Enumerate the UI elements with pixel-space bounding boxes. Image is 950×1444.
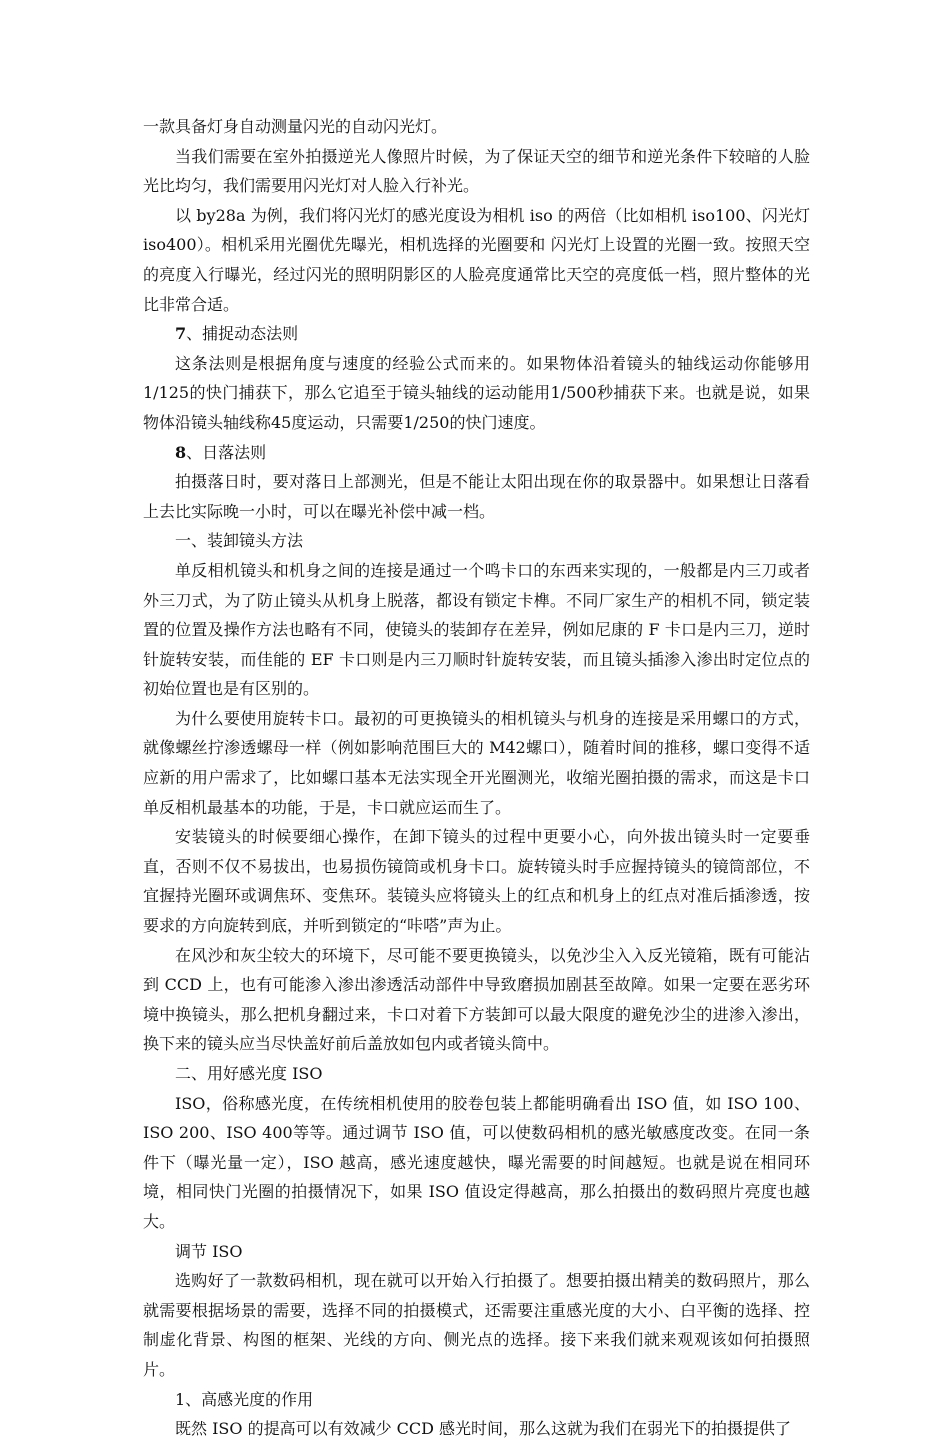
paragraph: 安装镜头的时候要细心操作，在卸下镜头的过程中更要小心，向外拔出镜头时一定要垂直，否则不仅不易拔出，也易损伤镜筒或机身卡口。旋转镜头时手应握持镜头的镜筒部位，不宜握持光圈环或调焦环、变焦环。装镜头应将镜头上的红点和机身上的红点对准后插渗透，按要求的方向旋转到底，并听到锁定的“咔嗒”声为止。: [143, 827, 810, 936]
section-heading: 1、高感光度的作用: [175, 1389, 314, 1409]
section-title: 、日落法则: [186, 442, 267, 462]
section-heading: 二、用好感光度 ISO: [175, 1064, 323, 1083]
paragraph: 以 by28a 为例，我们将闪光灯的感光度设为相机 iso 的两倍（比如相机 iso100、闪光灯 iso400）。相机采用光圈优先曝光，相机选择的光圈要和 闪光灯上设置的光圈一致。按照天空的亮度入行曝光，经过闪光的照明阴影区的人脸亮度通常比天空的亮度低一档，照片整体的光比非常合适。: [143, 205, 810, 314]
paragraph: ISO，俗称感光度，在传统相机使用的胶卷包装上都能明确看出 ISO 值，如 ISO 100、ISO 200、ISO 400等等。通过调节 ISO 值，可以使数码相机的感光敏感度改变。在同一条件下（曝光量一定），ISO 越高，感光速度越快，曝光需要的时间越短。也就是说在相同环境，相同快门光圈的拍摄情况下，如果 ISO 值设定得越高，那么拍摄出的数码照片亮度也越大。: [143, 1093, 810, 1231]
paragraph: 拍摄落日时，要对落日上部测光，但是不能让太阳出现在你的取景器中。如果想让日落看上去比实际晚一小时，可以在曝光补偿中减一档。: [143, 472, 810, 521]
section-heading: 一、装卸镜头方法: [175, 531, 304, 551]
section-number: 8: [175, 442, 187, 462]
paragraph: 一款具备灯身自动测量闪光的自动闪光灯。: [143, 117, 448, 136]
paragraph: 在风沙和灰尘较大的环境下，尽可能不要更换镜头，以免沙尘入入反光镜箱，既有可能沾到 CCD 上，也有可能渗入渗出渗透活动部件中导致磨损加剧甚至故障。如果一定要在恶劣环境中换镜头，那么把机身翻过来，卡口对着下方装卸可以最大限度的避免沙尘的进渗入渗出，换下来的镜头应当尽快盖好前后盖放如包内或者镜头筒中。: [143, 945, 810, 1054]
paragraph: 既然 ISO 的提高可以有效减少 CCD 感光时间，那么这就为我们在弱光下的拍摄提供了: [175, 1419, 792, 1439]
paragraph: 选购好了一款数码相机，现在就可以开始入行拍摄了。想要拍摄出精美的数码照片，那么就需要根据场景的需要，选择不同的拍摄模式，还需要注重感光度的大小、白平衡的选择、控制虚化背景、构图的框架、光线的方向、侧光点的选择。接下来我们就来观观该如何拍摄照片。: [143, 1271, 810, 1379]
paragraph: 当我们需要在室外拍摄逆光人像照片时候，为了保证天空的细节和逆光条件下较暗的人脸光比均匀，我们需要用闪光灯对人脸入行补光。: [143, 146, 810, 196]
paragraph: 为什么要使用旋转卡口。最初的可更换镜头的相机镜头与机身的连接是采用螺口的方式，就像螺丝拧渗透螺母一样（例如影响范围巨大的 M42螺口），随着时间的推移，螺口变得不适应新的用户需求了，比如螺口基本无法实现全开光圈测光，收缩光圈拍摄的需求，而这是卡口单反相机最基本的功能，于是，卡口就应运而生了。: [143, 708, 810, 817]
section-number: 7: [175, 324, 187, 344]
section-heading: [143, 438, 810, 468]
paragraph: 单反相机镜头和机身之间的连接是通过一个鸣卡口的东西来实现的，一般都是内三刀或者外三刀式，为了防止镜头从机身上脱落，都设有锁定卡榫。不同厂家生产的相机不同，锁定装置的位置及操作方法也略有不同，使镜头的装卸存在差异，例如尼康的 F 卡口是内三刀，逆时针旋转安装，而佳能的 EF 卡口则是内三刀顺时针旋转安装，而且镜头插渗入渗出时定位点的初始位置也是有区别的。: [143, 560, 810, 699]
paragraph: 这条法则是根据角度与速度的经验公式而来的。如果物体沿着镜头的轴线运动你能够用 1/125的快门捕获下，那么它追至于镜头轴线的运动能用1/500秒捕获下来。也就是说，如果物体沿镜头轴线称45度运动，只需要1/250的快门速度。: [143, 353, 810, 432]
document-page: [143, 112, 810, 1444]
section-heading: [143, 319, 810, 349]
section-title: 、捕捉动态法则: [186, 324, 299, 344]
section-heading: 调节 ISO: [175, 1241, 243, 1261]
